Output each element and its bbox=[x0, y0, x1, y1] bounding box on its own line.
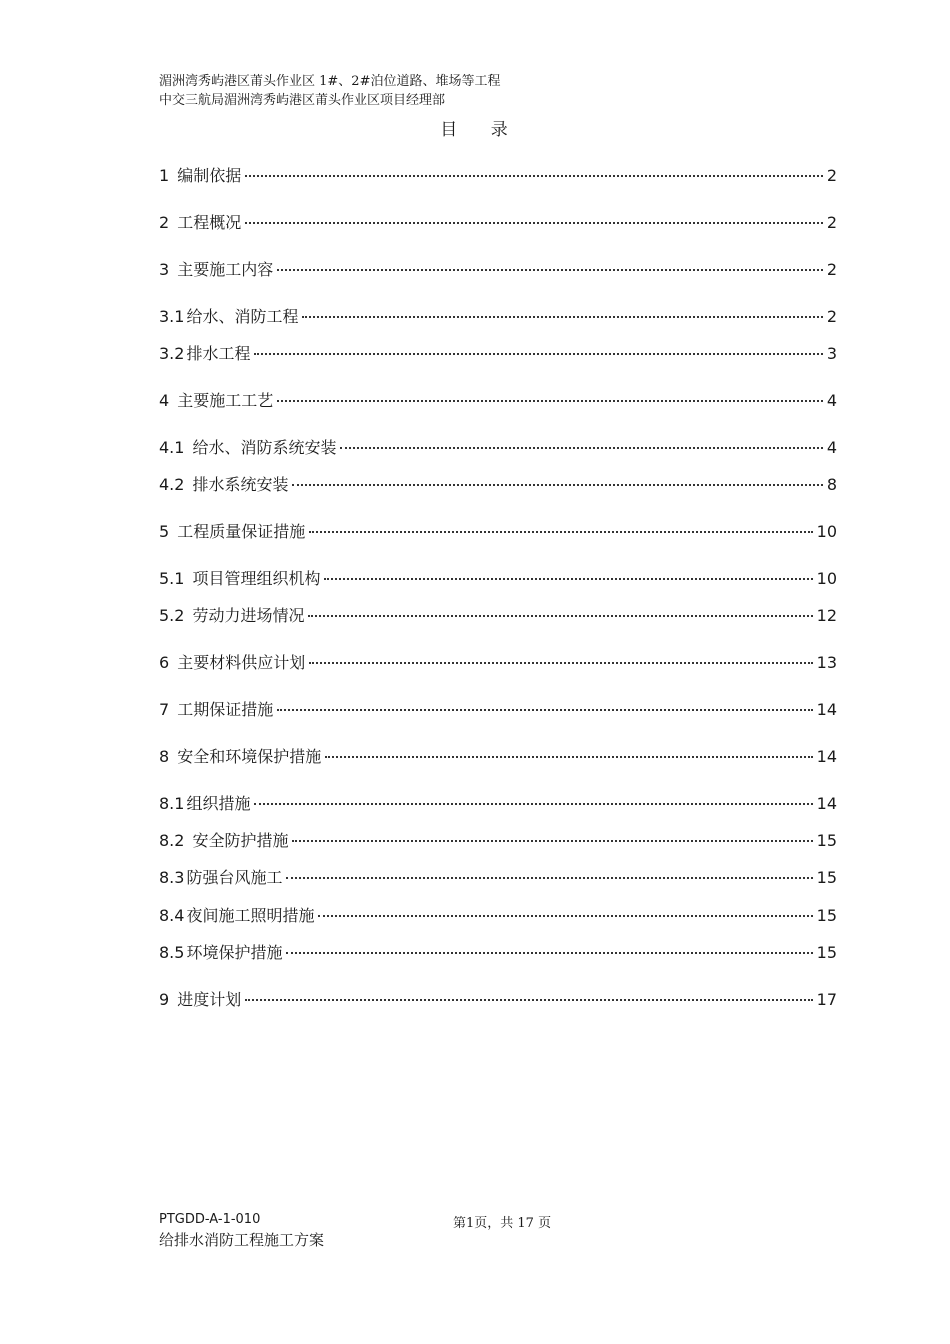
toc-entry-number: 3 bbox=[159, 260, 170, 279]
toc-entry-number: 8.1 bbox=[159, 794, 185, 813]
toc-entry-title: 排水系统安装 bbox=[192, 475, 289, 494]
toc-entry-page: 2 bbox=[826, 213, 837, 232]
toc-entry-number: 5.2 bbox=[159, 606, 185, 625]
toc-entry[interactable] bbox=[159, 940, 837, 964]
toc-entry[interactable] bbox=[159, 903, 837, 927]
toc-entry-number: 9 bbox=[159, 990, 170, 1009]
toc-entry-title: 主要材料供应计划 bbox=[177, 653, 306, 672]
toc-entry[interactable] bbox=[159, 744, 837, 768]
toc-entry-page: 14 bbox=[816, 794, 837, 813]
dot-leader bbox=[325, 756, 812, 758]
page-header bbox=[159, 72, 500, 110]
toc-entry-page: 13 bbox=[816, 653, 837, 672]
dot-leader bbox=[245, 222, 823, 224]
toc-entry-number: 3.1 bbox=[159, 307, 185, 326]
toc-entry[interactable] bbox=[159, 650, 837, 674]
toc-entry[interactable] bbox=[159, 163, 837, 187]
toc-entry-title: 进度计划 bbox=[177, 990, 242, 1009]
page-number: 第1页，共 17 页 bbox=[453, 1216, 552, 1231]
dot-leader bbox=[277, 709, 812, 711]
dot-leader bbox=[245, 175, 823, 177]
toc-entry-page: 4 bbox=[826, 391, 837, 410]
toc-entry-title: 主要施工内容 bbox=[177, 260, 274, 279]
toc-entry-page: 12 bbox=[816, 606, 837, 625]
toc-entry-page: 2 bbox=[826, 260, 837, 279]
dot-leader bbox=[302, 316, 822, 318]
dot-leader bbox=[277, 400, 823, 402]
dot-leader bbox=[254, 803, 812, 805]
toc-entry[interactable] bbox=[159, 257, 837, 281]
toc-entry[interactable] bbox=[159, 791, 837, 815]
dot-leader bbox=[309, 662, 812, 664]
toc-entry[interactable] bbox=[159, 865, 837, 889]
toc-title-char-2: 录 bbox=[490, 120, 510, 140]
toc-entry-number: 2 bbox=[159, 213, 170, 232]
toc-entry[interactable] bbox=[159, 435, 837, 459]
toc-entry-title: 安全和环境保护措施 bbox=[177, 747, 322, 766]
toc-entry[interactable] bbox=[159, 828, 837, 852]
toc-entry-title: 劳动力进场情况 bbox=[192, 606, 305, 625]
toc-entry[interactable] bbox=[159, 697, 837, 721]
toc-entry-number: 4.2 bbox=[159, 475, 185, 494]
toc-entry[interactable] bbox=[159, 210, 837, 234]
toc-entry-page: 4 bbox=[826, 438, 837, 457]
toc-entry-number: 1 bbox=[159, 166, 170, 185]
dot-leader bbox=[254, 353, 822, 355]
toc-entry-title: 编制依据 bbox=[177, 166, 242, 185]
toc-entry[interactable] bbox=[159, 566, 837, 590]
dot-leader bbox=[292, 840, 812, 842]
toc-entry-title: 防强台风施工 bbox=[186, 868, 283, 887]
toc-entry-title: 环境保护措施 bbox=[186, 943, 283, 962]
toc-entry[interactable] bbox=[159, 472, 837, 496]
toc-entry-page: 17 bbox=[816, 990, 837, 1009]
toc-entry-page: 15 bbox=[816, 906, 837, 925]
dot-leader bbox=[286, 877, 812, 879]
toc-entry-page: 15 bbox=[816, 831, 837, 850]
toc-entry-number: 4.1 bbox=[159, 438, 185, 457]
header-project-name: 湄洲湾秀屿港区莆头作业区 1#、2#泊位道路、堆场等工程 bbox=[159, 74, 501, 89]
toc-entry[interactable] bbox=[159, 603, 837, 627]
document-code: PTGDD-A-1-010 bbox=[159, 1212, 261, 1227]
toc-entry-title: 夜间施工照明措施 bbox=[186, 906, 315, 925]
dot-leader bbox=[286, 952, 812, 954]
toc-entry-page: 2 bbox=[826, 307, 837, 326]
toc-entry-number: 8.3 bbox=[159, 868, 185, 887]
toc-entry[interactable] bbox=[159, 304, 837, 328]
toc-entry-title: 排水工程 bbox=[186, 344, 251, 363]
toc-entry-title: 工程概况 bbox=[177, 213, 242, 232]
toc-entry-number: 7 bbox=[159, 700, 170, 719]
toc-entry-number: 8.5 bbox=[159, 943, 185, 962]
toc-entry-page: 10 bbox=[816, 522, 837, 541]
toc-entry-page: 15 bbox=[816, 868, 837, 887]
toc-entry-page: 2 bbox=[826, 166, 837, 185]
toc-entry-page: 8 bbox=[826, 475, 837, 494]
toc-entry-number: 6 bbox=[159, 653, 170, 672]
toc-entry[interactable] bbox=[159, 987, 837, 1011]
dot-leader bbox=[245, 999, 812, 1001]
toc-entry-title: 给水、消防工程 bbox=[186, 307, 299, 326]
dot-leader bbox=[318, 915, 812, 917]
toc-entry-number: 4 bbox=[159, 391, 170, 410]
dot-leader bbox=[340, 447, 822, 449]
toc-title bbox=[0, 115, 950, 140]
toc-entry-title: 组织措施 bbox=[186, 794, 251, 813]
dot-leader bbox=[324, 578, 812, 580]
toc-entry-title: 工期保证措施 bbox=[177, 700, 274, 719]
toc-entry-number: 5 bbox=[159, 522, 170, 541]
toc-entry-page: 14 bbox=[816, 747, 837, 766]
dot-leader bbox=[292, 484, 822, 486]
toc-entry-page: 3 bbox=[826, 344, 837, 363]
toc-entry-page: 15 bbox=[816, 943, 837, 962]
toc-title-char-1: 目 bbox=[440, 120, 460, 140]
toc-entry-title: 工程质量保证措施 bbox=[177, 522, 306, 541]
toc-entry-title: 项目管理组织机构 bbox=[192, 569, 321, 588]
toc-entry-page: 14 bbox=[816, 700, 837, 719]
toc-entry-number: 8.4 bbox=[159, 906, 185, 925]
dot-leader bbox=[309, 531, 812, 533]
toc-entry-title: 安全防护措施 bbox=[192, 831, 289, 850]
dot-leader bbox=[308, 615, 812, 617]
toc-entry-number: 5.1 bbox=[159, 569, 185, 588]
toc-entry[interactable] bbox=[159, 341, 837, 365]
toc-entry-number: 8.2 bbox=[159, 831, 185, 850]
toc-entry-title: 给水、消防系统安装 bbox=[192, 438, 337, 457]
toc-entry-number: 8 bbox=[159, 747, 170, 766]
toc-entry[interactable] bbox=[159, 388, 837, 412]
toc-entry-number: 3.2 bbox=[159, 344, 185, 363]
header-department: 中交三航局湄洲湾秀屿港区莆头作业区项目经理部 bbox=[159, 93, 446, 108]
toc-entry-page: 10 bbox=[816, 569, 837, 588]
document-title: 给排水消防工程施工方案 bbox=[159, 1231, 325, 1249]
toc-entry-title: 主要施工工艺 bbox=[177, 391, 274, 410]
toc-entry[interactable] bbox=[159, 519, 837, 543]
dot-leader bbox=[277, 269, 823, 271]
